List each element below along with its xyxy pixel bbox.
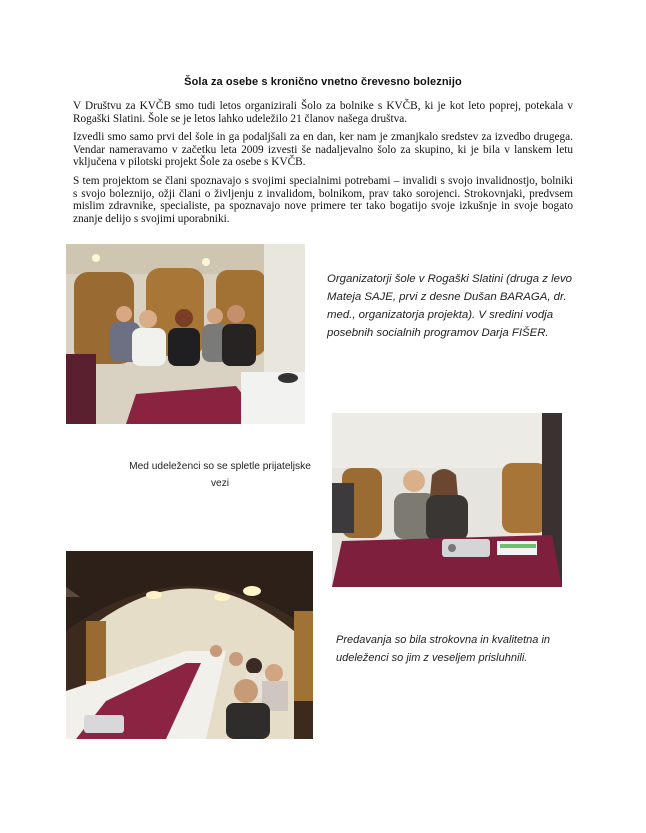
photo-friends bbox=[332, 413, 562, 587]
photo-lecture-caption: Predavanja so bila strokovna in kvalitetna in udeleženci so jim z veseljem prisluhnili. bbox=[336, 634, 551, 664]
photo-lecture bbox=[66, 551, 313, 739]
document-title: Šola za osebe s kronično vnetno črevesno boleznijo bbox=[184, 76, 462, 88]
paragraph: Izvedli smo samo prvi del šole in ga podaljšali za en dan, ker nam je zmanjkalo sredstev za izvedbo drugega. Vendar nameravamo v začetku leta 2009 izvesti še nadaljevalno šolo za skupino, ki je bila v lanskem letu vključena v pilotski projekt Šole za osebe s KVČB. bbox=[73, 131, 573, 169]
photo-organizers bbox=[66, 244, 305, 424]
photo-organizers-caption: Organizatorji šole v Rogaški Slatini (druga z levo Mateja SAJE, prvi z desne Dušan BARAGA, dr. med., organizatorja projekta). V sredini vodja posebnih socialnih programov Darja FIŠER. bbox=[327, 273, 573, 339]
paragraph: S tem projektom se člani spoznavajo s svojimi specialnimi potrebami – invalidi s svojo invalidnostjo, bolniki s svojo boleznijo, ožji člani o življenju z invalidom, bolnikom, prav tako sorojenci. Strokovnjaki, predvsem mislim zdravnike, specialiste, pa spoznavajo nove primere ter tako bogatijo svoje izkušnje in svoje bogato znanje delijo s svojimi uporabniki. bbox=[73, 174, 573, 225]
photo-friends-caption: Med udeleženci so se spletle prijateljske vezi bbox=[129, 461, 311, 489]
photo-friends-image bbox=[332, 413, 562, 587]
photo-organizers-image bbox=[66, 244, 305, 424]
body-text bbox=[73, 100, 573, 231]
photo-lecture-image bbox=[66, 551, 313, 739]
paragraph: V Društvu za KVČB smo tudi letos organizirali Šolo za bolnike s KVČB, ki je kot leto poprej, potekala v Rogaški Slatini. Šole se je letos lahko udeležilo 21 članov našega društva. bbox=[73, 100, 573, 125]
